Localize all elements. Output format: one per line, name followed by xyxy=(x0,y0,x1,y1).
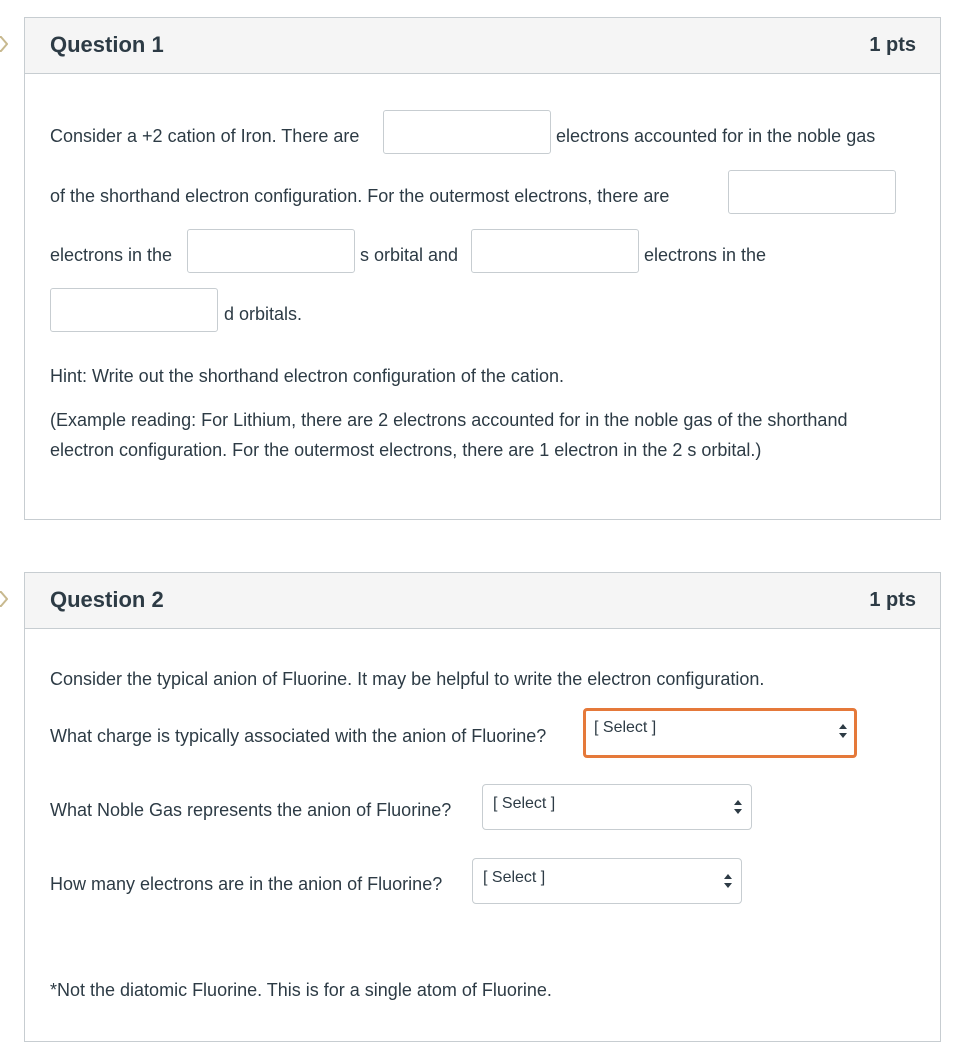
q2-charge-select[interactable] xyxy=(583,708,857,758)
question-2-header xyxy=(25,573,940,629)
select-updown-icon xyxy=(723,871,733,891)
q1-line1-text-a: Consider a +2 cation of Iron. There are xyxy=(50,126,360,146)
q1-line1-text-b: electrons accounted for in the noble gas xyxy=(556,126,876,146)
select-updown-icon xyxy=(838,721,848,741)
q2-footnote: *Not the diatomic Fluorine. This is for a single atom of Fluorine. xyxy=(50,980,552,1000)
q1-outer-electrons-input[interactable] xyxy=(728,170,896,214)
question-1-marker-icon xyxy=(0,36,8,52)
question-2-title: Question 2 xyxy=(50,587,164,612)
q2-electrons-select[interactable] xyxy=(472,858,742,904)
q1-line3-text-b: s orbital and xyxy=(360,245,459,265)
question-1-header xyxy=(25,18,940,74)
question-1-title: Question 1 xyxy=(50,32,164,57)
q1-d-orbitals-input[interactable] xyxy=(50,288,218,332)
q1-line2-text-a: of the shorthand electron configuration. For the outermost electrons, there are xyxy=(50,186,670,206)
q1-d-electrons-first-input[interactable] xyxy=(471,229,639,273)
select-updown-icon xyxy=(733,797,743,817)
q2-electrons-select-value: [ Select ] xyxy=(483,869,546,886)
q1-s-orbital-electrons-input[interactable] xyxy=(187,229,355,273)
question-1 xyxy=(24,17,941,520)
q1-line3-text-a: electrons in the xyxy=(50,245,173,265)
q2-charge-prompt: What charge is typically associated with the anion of Fluorine? xyxy=(50,726,547,746)
question-2-marker-icon xyxy=(0,591,8,607)
q2-noble-gas-select[interactable] xyxy=(482,784,752,830)
q2-electrons-prompt: How many electrons are in the anion of Fluorine? xyxy=(50,874,443,894)
question-1-points: 1 pts xyxy=(869,34,916,56)
q1-line4-text-a: d orbitals. xyxy=(224,304,303,324)
q2-charge-select-value: [ Select ] xyxy=(594,719,657,736)
q2-noble-gas-prompt: What Noble Gas represents the anion of Fluorine? xyxy=(50,800,452,820)
question-2 xyxy=(24,572,941,1042)
q2-noble-gas-select-value: [ Select ] xyxy=(493,795,556,812)
q1-example-line-1: (Example reading: For Lithium, there are 2 electrons accounted for in the noble gas of the shorthand xyxy=(50,410,848,430)
question-2-points: 1 pts xyxy=(869,589,916,611)
q1-line3-text-c: electrons in the xyxy=(644,245,767,265)
q2-intro: Consider the typical anion of Fluorine. It may be helpful to write the electron configuration. xyxy=(50,669,765,689)
q1-example-line-2: electron configuration. For the outermost electrons, there are 1 electron in the 2 s orbital.) xyxy=(50,440,762,460)
q1-noble-gas-electrons-input[interactable] xyxy=(383,110,551,154)
q1-hint: Hint: Write out the shorthand electron configuration of the cation. xyxy=(50,366,564,386)
